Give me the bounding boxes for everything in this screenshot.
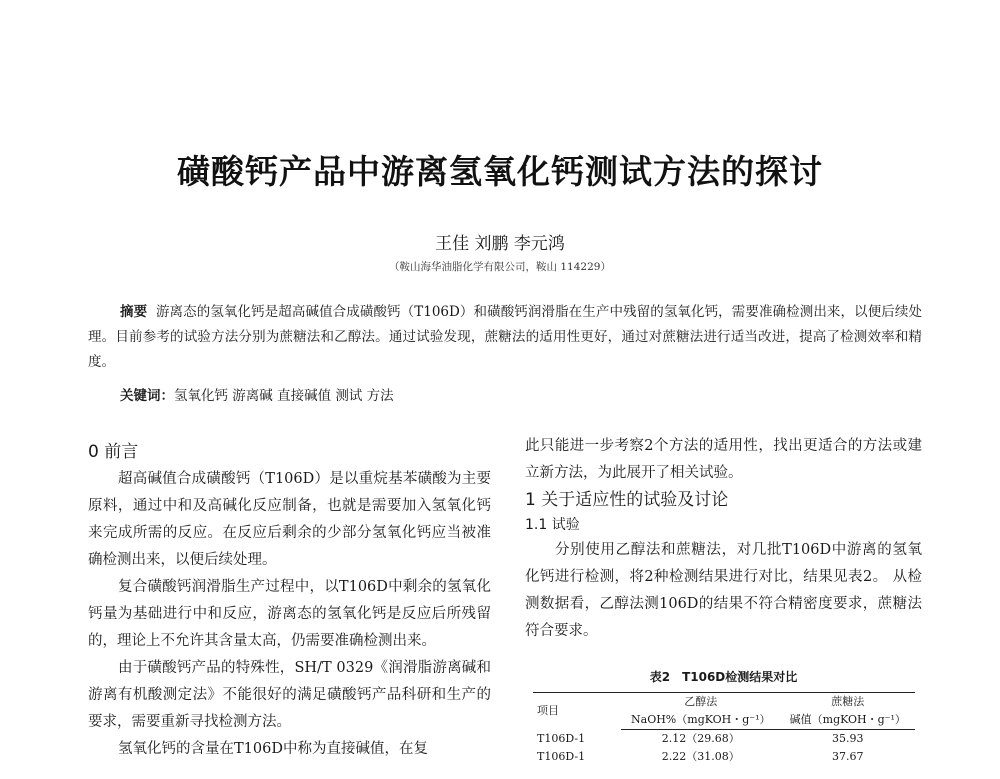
section-heading-1: 1 关于适应性的试验及讨论: [525, 490, 729, 510]
keywords-text: 氢氧化钙 游离碱 直接碱值 测试 方法: [174, 388, 394, 404]
paragraph: 由于磺酸钙产品的特殊性，SH/T 0329《润滑脂游离碱和游离有机酸测定法》不能很好的满足磺酸钙产品科研和生产的要求，需要重新寻找检测方法。: [88, 660, 491, 730]
section-heading-1-1: 1.1 试验: [525, 517, 580, 533]
table-cell-item: T106D-1: [537, 731, 586, 745]
abstract-label: 摘要: [120, 304, 148, 320]
table-cell-item: T106D-1: [537, 750, 586, 763]
paper-title: 磺酸钙产品中游离氢氧化钙测试方法的探讨: [177, 152, 823, 191]
affiliation: （鞍山海华油脂化学有限公司，鞍山 114229）: [389, 261, 611, 273]
table-subheader-sucrose: 碱值（mgKOH・g⁻¹）: [781, 711, 915, 730]
table-cell-ethanol: 2.12（29.68）: [661, 732, 740, 745]
abstract: [88, 300, 922, 375]
paragraph: 超高碱值合成磺酸钙（T106D）是以重烷基苯磺酸为主要原料，通过中和及高碱化反应制备，也就是需要加入氢氧化钙来完成所需的反应。在反应后剩余的少部分氢氧化钙应当被准确检测出来，以便后续处理。: [88, 471, 491, 568]
paragraph: 氢氧化钙的含量在T106D中称为直接碱值，在复: [118, 741, 428, 757]
table-subheader-ethanol: NaOH%（mgKOH・g⁻¹）: [621, 711, 781, 730]
table-caption: 表2 T106D检测结果对比: [649, 670, 798, 684]
table-header-ethanol: 乙醇法: [621, 693, 781, 712]
author-list: 王佳 刘鹏 李元鸿: [435, 234, 565, 254]
table-cell-sucrose: 35.93: [832, 732, 864, 745]
results-table: [533, 692, 915, 766]
table-header-item: 项目: [533, 693, 621, 730]
keywords-label: 关键词：: [120, 388, 174, 404]
table-row: [533, 748, 915, 766]
section-heading-intro: 0 前言: [88, 442, 139, 462]
keywords: [120, 384, 394, 404]
paragraph: 分别使用乙醇法和蔗糖法，对几批T106D中游离的氢氧化钙进行检测，将2种检测结果进行对比，结果见表2。 从检测数据看，乙醇法测106D的结果不符合精密度要求，蔗糖法符合要求。: [525, 542, 922, 639]
left-column: [88, 439, 491, 763]
table-cell-sucrose: 37.67: [832, 750, 864, 763]
table-header-sucrose: 蔗糖法: [781, 693, 915, 712]
paragraph: 复合磺酸钙润滑脂生产过程中，以T106D中剩余的氢氧化钙量为基础进行中和反应，游离态的氢氧化钙是反应后所残留的，理论上不允许其含量太高，仍需要准确检测出来。: [88, 579, 491, 649]
table-row: [533, 730, 915, 749]
abstract-text: 游离态的氢氧化钙是超高碱值合成磺酸钙（T106D）和磺酸钙润滑脂在生产中残留的氢氧化钙，需要准确检测出来，以便后续处理。目前参考的试验方法分别为蔗糖法和乙醇法。通过试验发现，蔗糖法的适用性更好，通过对蔗糖法进行适当改进，提高了检测效率和精度。: [88, 304, 922, 370]
right-column: [525, 433, 922, 645]
table-cell-ethanol: 2.22（31.08）: [661, 750, 740, 763]
paragraph-continuation: 此只能进一步考察2个方法的适用性，找出更适合的方法或建立新方法，为此展开了相关试验。: [525, 438, 922, 481]
